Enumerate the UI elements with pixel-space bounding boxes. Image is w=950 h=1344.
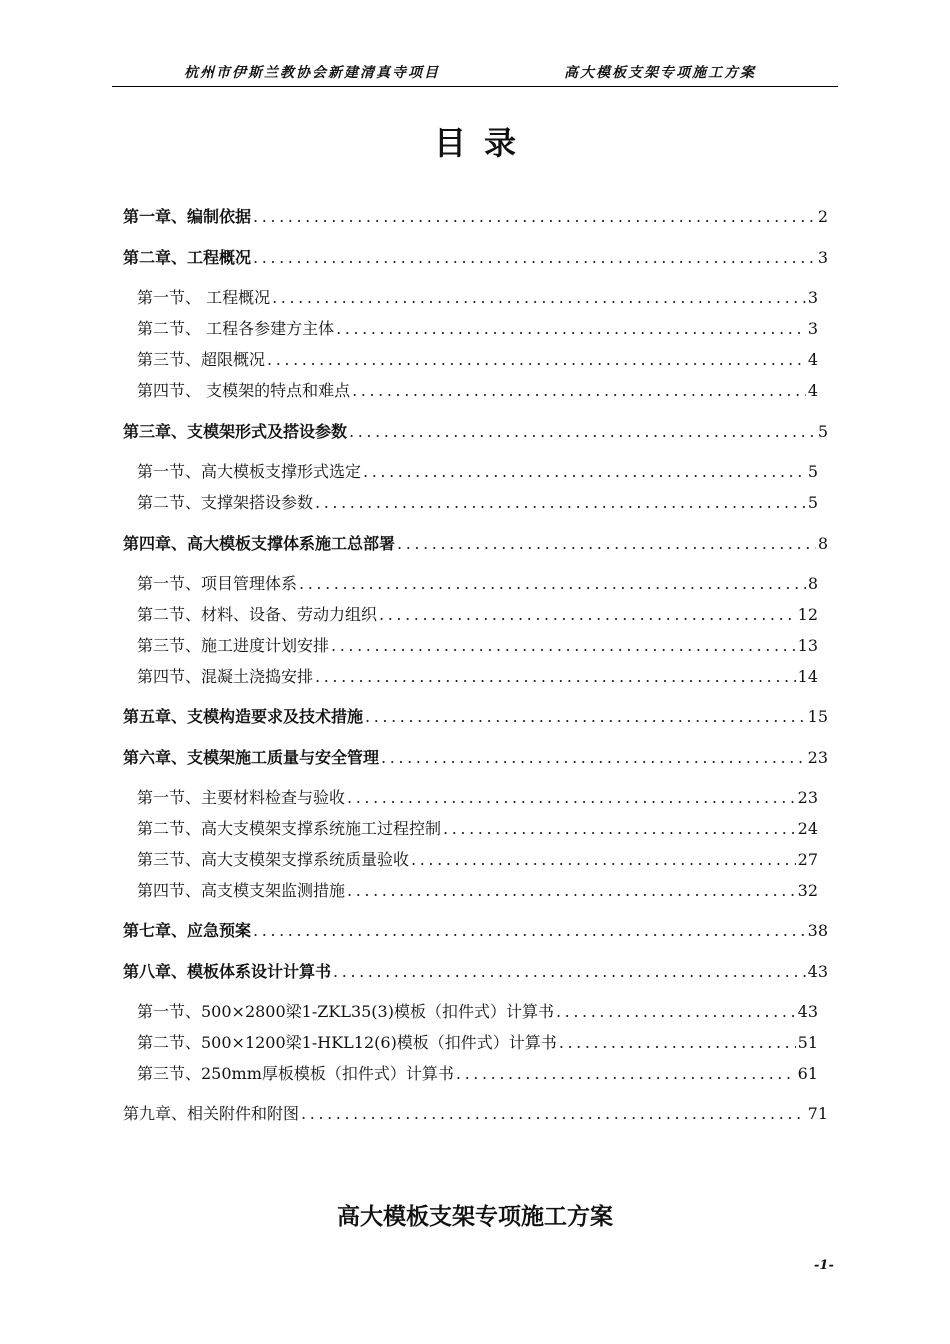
toc-entry-page: 13 (797, 636, 818, 655)
toc-dot-leader (251, 205, 816, 229)
toc-chapter-entry (123, 246, 828, 270)
toc-dot-leader (377, 603, 796, 627)
toc-entry-label: 第六章、支模架施工质量与安全管理 (123, 748, 380, 767)
toc-section-entry (137, 634, 818, 658)
toc-chapter-entry (123, 532, 828, 556)
toc-entry-page: 23 (797, 788, 818, 807)
toc-dot-leader (363, 705, 806, 729)
toc-entry-page: 71 (807, 1104, 828, 1123)
toc-dot-leader (251, 919, 806, 943)
toc-entry-label: 第三节、施工进度计划安排 (137, 636, 330, 655)
toc-entry-page: 5 (817, 422, 828, 441)
toc-entry-page: 15 (807, 707, 828, 726)
toc-section-entry (137, 879, 818, 903)
toc-dot-leader (347, 420, 816, 444)
toc-entry-page: 51 (797, 1033, 818, 1052)
toc-entry-page: 3 (807, 319, 818, 338)
toc-entry-label: 第四节、高支模支架监测措施 (137, 881, 346, 900)
toc-entry-page: 5 (807, 493, 818, 512)
toc-dot-leader (361, 460, 806, 484)
toc-entry-label: 第三章、支模架形式及搭设参数 (123, 422, 348, 441)
toc-dot-leader (409, 848, 796, 872)
toc-entry-label: 第一章、编制依据 (123, 207, 252, 226)
header-project-name: 杭州市伊斯兰教协会新建清真寺项目 (184, 65, 440, 81)
toc-chapter-entry (123, 919, 828, 943)
toc-section-entry (137, 603, 818, 627)
toc-entry-label: 第一节、高大模板支撑形式选定 (137, 462, 362, 481)
toc-entry-page: 4 (807, 381, 818, 400)
page-number: -1- (814, 1258, 834, 1273)
toc-dot-leader (554, 1000, 796, 1024)
toc-entry-label: 第三节、250mm厚板模板（扣件式）计算书 (137, 1064, 454, 1083)
toc-entry-page: 4 (807, 350, 818, 369)
toc-dot-leader (334, 317, 806, 341)
toc-entry-page: 24 (797, 819, 818, 838)
toc-entry-label: 第四节、混凝土浇捣安排 (137, 667, 314, 686)
toc-section-entry (137, 1000, 818, 1024)
toc-entry-page: 8 (807, 574, 818, 593)
toc-dot-leader (299, 1102, 806, 1126)
toc-entry-label: 第三节、高大支模架支撑系统质量验收 (137, 850, 410, 869)
toc-dot-leader (395, 532, 816, 556)
toc-dot-leader (313, 665, 796, 689)
toc-title: 目录 (433, 124, 534, 162)
toc-entry-page: 3 (807, 288, 818, 307)
toc-dot-leader (441, 817, 796, 841)
toc-chapter-entry (123, 205, 828, 229)
toc-section-entry (137, 1031, 818, 1055)
toc-section-entry (137, 572, 818, 596)
toc-entry-page: 8 (817, 534, 828, 553)
toc-entry-page: 3 (817, 248, 828, 267)
toc-section-entry (137, 317, 818, 341)
toc-dot-leader (313, 491, 806, 515)
toc-entry-page: 14 (797, 667, 818, 686)
toc-chapter-entry (123, 960, 828, 984)
toc-entry-label: 第二章、工程概况 (123, 248, 252, 267)
toc-section-entry (137, 348, 818, 372)
toc-entry-label: 第二节、高大支模架支撑系统施工过程控制 (137, 819, 442, 838)
toc-section-entry (137, 817, 818, 841)
toc-chapter-entry (123, 705, 828, 729)
toc-section-entry (137, 1062, 818, 1086)
toc-dot-leader (331, 960, 806, 984)
toc-section-entry (137, 848, 818, 872)
toc-chapter-entry (123, 746, 828, 770)
toc-entry-label: 第一节、主要材料检查与验收 (137, 788, 346, 807)
toc-entry-label: 第四章、高大模板支撑体系施工总部署 (123, 534, 396, 553)
toc-dot-leader (251, 246, 816, 270)
toc-entry-page: 27 (797, 850, 818, 869)
toc-dot-leader (350, 379, 806, 403)
toc-entry-label: 第九章、相关附件和附图 (123, 1104, 300, 1123)
toc-dot-leader (557, 1031, 796, 1055)
document-heading: 高大模板支架专项施工方案 (337, 1204, 613, 1230)
toc-section-entry (137, 786, 818, 810)
toc-chapter-entry (123, 1102, 828, 1126)
toc-dot-leader (270, 286, 806, 310)
toc-entry-page: 32 (797, 881, 818, 900)
toc-entry-label: 第七章、应急预案 (123, 921, 252, 940)
toc-entry-label: 第三节、超限概况 (137, 350, 266, 369)
toc-dot-leader (297, 572, 806, 596)
toc-dot-leader (345, 786, 796, 810)
header-document-name: 高大模板支架专项施工方案 (564, 65, 756, 81)
toc-entry-page: 43 (807, 962, 828, 981)
toc-dot-leader (454, 1062, 796, 1086)
toc-entry-label: 第一节、500×2800梁1-ZKL35(3)模板（扣件式）计算书 (137, 1002, 554, 1021)
toc-entry-page: 12 (797, 605, 818, 624)
toc-entry-label: 第二节、500×1200梁1-HKL12(6)模板（扣件式）计算书 (137, 1033, 557, 1052)
toc-dot-leader (379, 746, 806, 770)
toc-entry-page: 43 (797, 1002, 818, 1021)
toc-entry-page: 23 (807, 748, 828, 767)
toc-section-entry (137, 491, 818, 515)
toc-entry-label: 第二节、 工程各参建方主体 (137, 319, 335, 338)
toc-entry-label: 第二节、材料、设备、劳动力组织 (137, 605, 378, 624)
toc-chapter-entry (123, 420, 828, 444)
toc-entry-label: 第二节、支撑架搭设参数 (137, 493, 314, 512)
toc-section-entry (137, 665, 818, 689)
toc-entry-label: 第八章、模板体系设计计算书 (123, 962, 332, 981)
toc-section-entry (137, 460, 818, 484)
toc-entry-label: 第一节、 工程概况 (137, 288, 271, 307)
toc-section-entry (137, 379, 818, 403)
toc-dot-leader (329, 634, 796, 658)
toc-entry-page: 38 (807, 921, 828, 940)
toc-entry-label: 第五章、支模构造要求及技术措施 (123, 707, 364, 726)
toc-dot-leader (345, 879, 796, 903)
toc-entry-label: 第四节、 支模架的特点和难点 (137, 381, 351, 400)
toc-entry-page: 5 (807, 462, 818, 481)
toc-entry-page: 61 (797, 1064, 818, 1083)
toc-section-entry (137, 286, 818, 310)
toc-entry-page: 2 (817, 207, 828, 226)
toc-entry-label: 第一节、项目管理体系 (137, 574, 298, 593)
toc-dot-leader (265, 348, 806, 372)
